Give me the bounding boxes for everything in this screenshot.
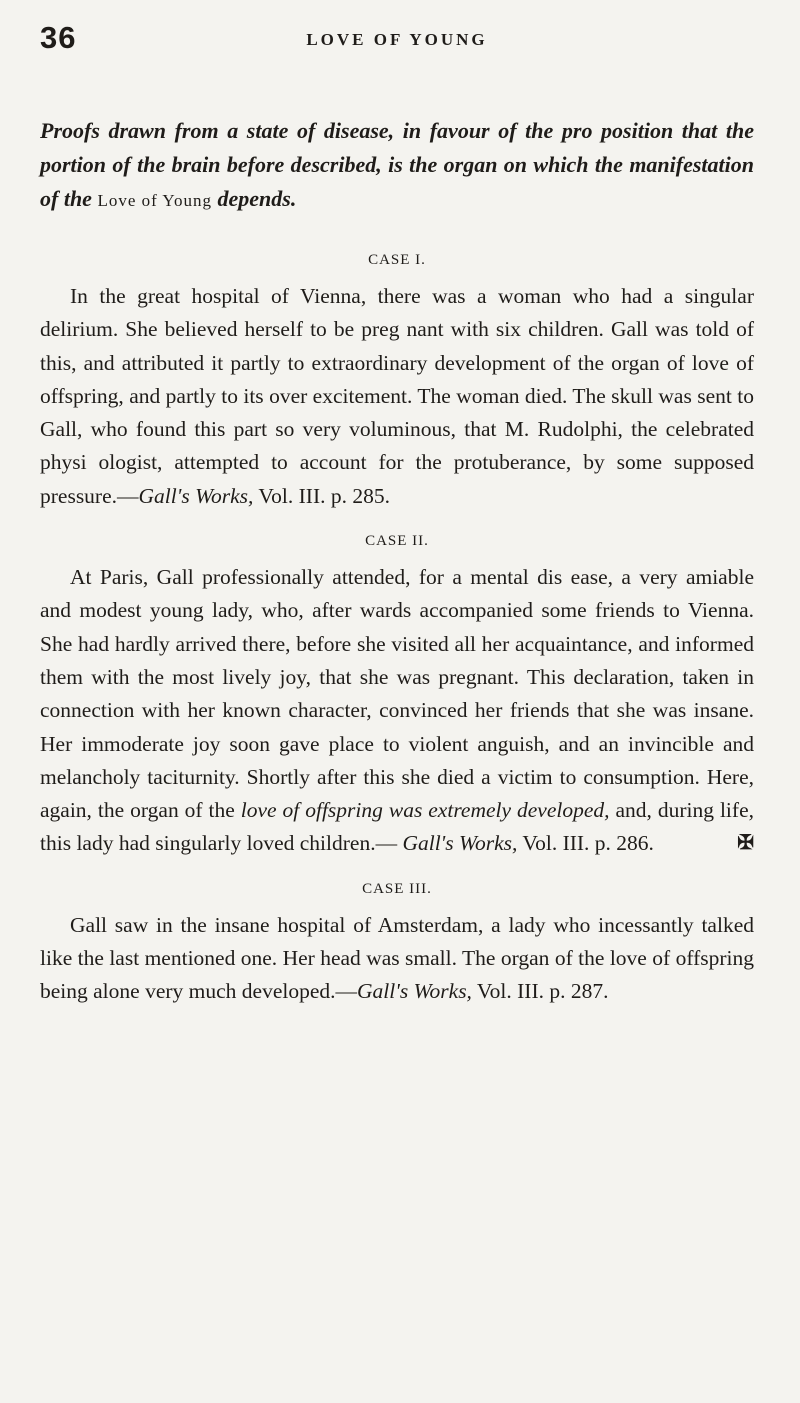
case-3-title: CASE III. [362, 880, 432, 897]
heading-text: Proofs drawn from a state of disease, in favour of the pro position that the portion of the brain before described, is the organ on which the manifestation of the [40, 118, 754, 211]
running-head [40, 20, 754, 66]
heading-tail: depends. [212, 186, 297, 211]
margin-mark-icon: ✠ [737, 832, 754, 855]
case-2-body-end: and, during life, this lady had singularly loved children.— [40, 798, 754, 856]
case-2-citation-title: Gall's Works, [402, 831, 518, 856]
case-2-title: CASE II. [365, 533, 429, 550]
book-page [40, 20, 754, 1009]
case-1-title: CASE I. [368, 252, 426, 268]
case-2-emphasis: love of offspring was extremely developed, [240, 798, 610, 823]
heading-small-caps: Love of Young [97, 191, 212, 210]
page-number: 36 [40, 20, 77, 55]
case-2-citation-ref: Vol. III. p. 286. [517, 831, 654, 856]
case-1-citation-title: Gall's Works, [138, 483, 254, 508]
case-1-citation-ref: Vol. III. p. 285. [253, 483, 390, 508]
case-3-body: Gall saw in the insane hospital of Amsterdam, a lady who incessantly talked like the last mentioned one. Her head was small. The organ of the love of offspring being alone very much developed.— [40, 912, 754, 1004]
case-3-citation-ref: Vol. III. p. 287. [471, 979, 609, 1004]
case-1-body: In the great hospital of Vienna, there was a woman who had a singular delirium. She believed herself to be preg nant with six children. Gall was told of this, and attributed it partly to extraordinary development of the organ of love of offspring, and partly to its over excitement. The woman died. The skull was sent to Gall, who found this part so very voluminous, that M. Rudolphi, the celebrated physi ologist, attempted to account for the protuberance, by some supposed pressure.— [40, 284, 754, 508]
case-2-body-start: At Paris, Gall professionally attended, for a mental dis ease, a very amiable and modest young lady, who, after wards accompanied some friends to Vienna. She had hardly arrived there, before she visited all her acquaintance, and informed them with the most lively joy, that she was pregnant. This declaration, taken in connection with her known character, convinced her friends that she was insane. Her immoderate joy soon gave place to violent anguish, and an invincible and melancholy taciturnity. Shortly after this she died a victim to consumption. Here, again, the organ of the [40, 565, 754, 823]
case-3-citation-title: Gall's Works, [357, 979, 472, 1004]
section-heading [40, 114, 754, 218]
case-1-paragraph [40, 280, 754, 513]
case-3-paragraph [40, 909, 754, 1009]
running-title: LOVE OF YOUNG [306, 30, 488, 49]
case-2-paragraph [40, 561, 754, 861]
